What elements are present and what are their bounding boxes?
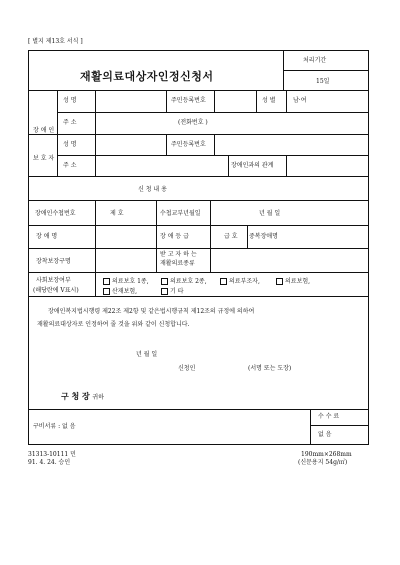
gender-label: 성 별 — [262, 97, 276, 104]
sign-date: 년 월 일 — [136, 351, 158, 358]
applicant-address-label: 주 소 — [63, 119, 77, 126]
checkbox-icon — [161, 278, 168, 285]
form-number: [ 별지 제13호 서식 ] — [28, 38, 83, 45]
relation-label: 장애인과의 관계 — [231, 162, 274, 169]
attachments-label: 구비서류 : 없 음 — [33, 423, 76, 430]
statement-line-1: 장애인복지법시행령 제22조 제2항 및 같은법시행규칙 제12조의 규정에 의하여 — [48, 308, 255, 315]
insurance-option-health-insurance[interactable]: 의료보험, — [276, 278, 310, 285]
insurance-option-industrial-accident[interactable]: 산재보험, — [103, 288, 137, 295]
insurance-option-other[interactable]: 기 타 — [161, 288, 184, 295]
checkbox-icon — [161, 288, 168, 295]
gender-options: 남·여 — [293, 97, 307, 104]
checkbox-icon — [220, 278, 227, 285]
disability-grade-label: 장 애 등 급 — [160, 233, 189, 240]
footer-paper: (신문용지 54g/㎡) — [298, 459, 348, 466]
checkbox-icon — [276, 278, 283, 285]
guardian-address-label: 주 소 — [63, 162, 77, 169]
handbook-no-value: 제 호 — [110, 210, 124, 217]
processing-period-label: 처리기간 — [303, 57, 327, 64]
device-label: 장착보장구명 — [36, 258, 71, 265]
handbook-issue-date-value: 년 월 일 — [259, 210, 281, 217]
insurance-label-1: 사회보장여부 — [36, 277, 71, 284]
desired-treatment-label: 받 고 자 하 는 재활의료종류 — [160, 251, 197, 268]
details-header: 신 청 내 용 — [138, 186, 167, 193]
handbook-no-label: 장애인수첩번호 — [35, 210, 76, 217]
disability-name-label: 장 애 명 — [36, 233, 58, 240]
checkbox-icon — [103, 288, 110, 295]
applicant-name-label: 성 명 — [63, 97, 77, 104]
guardian-name-label: 성 명 — [63, 141, 77, 148]
insurance-option-medical-aid-1[interactable]: 의료보호 1종, — [103, 278, 149, 285]
fee-label: 수 수 료 — [318, 413, 340, 420]
disability-grade-value: 급 호 — [224, 233, 238, 240]
guardian-section-label: 보 호 자 — [33, 155, 55, 162]
statement-line-2: 재활의료대상자로 인정하여 줄 것을 위와 같이 신청합니다. — [37, 321, 190, 328]
form-title: 재활의료대상자인정신청서 — [80, 70, 214, 83]
insurance-option-medical-support[interactable]: 의료부조자, — [220, 278, 260, 285]
checkbox-icon — [103, 278, 110, 285]
insurance-option-medical-aid-2[interactable]: 의료보호 2종, — [161, 278, 207, 285]
multiple-disability-label: 중복장애명 — [249, 233, 278, 240]
footer-date: 91. 4. 24. 승인 — [28, 459, 71, 466]
insurance-label-2: (해당란에 V표시) — [33, 287, 79, 294]
processing-period-value: 15일 — [316, 78, 330, 85]
guardian-resident-no-label: 주민등록번호 — [171, 141, 206, 148]
applicant-phone-label: (전화번호 ) — [178, 119, 208, 126]
handbook-issue-date-label: 수첩교부년월일 — [160, 210, 201, 217]
footer-code: 31313-10111 민 — [28, 451, 76, 458]
applicant-sign-label: 신청인 — [178, 365, 196, 372]
sign-or-seal: (서명 또는 도장) — [248, 365, 292, 372]
footer-size: 190mm×268mm — [301, 451, 352, 458]
fee-value: 없 음 — [318, 431, 332, 438]
applicant-section-label: 장 애 인 — [33, 127, 55, 134]
applicant-resident-no-label: 주민등록번호 — [171, 97, 206, 104]
addressee: 구 청 장 귀하 — [61, 391, 104, 401]
